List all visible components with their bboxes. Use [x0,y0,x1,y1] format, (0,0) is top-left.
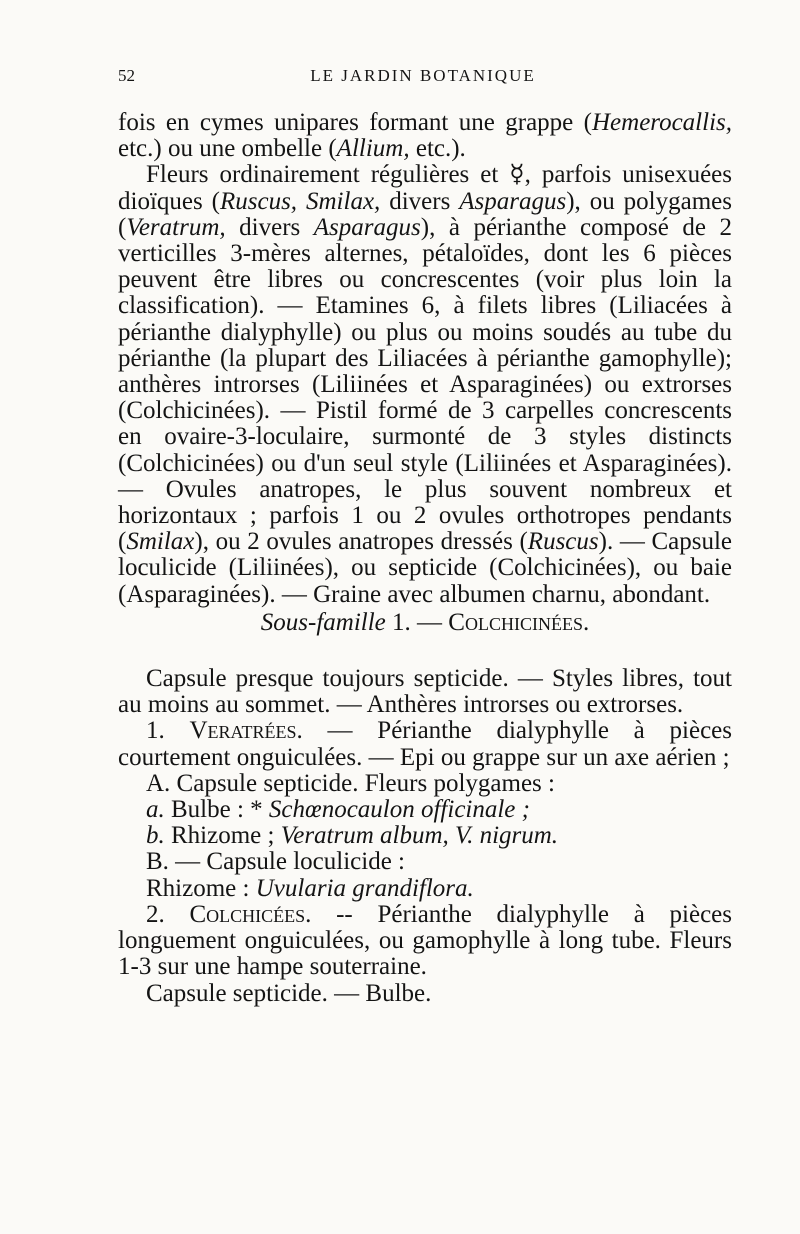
paragraph-capsule: Capsule septicide. — Bulbe. [146,979,432,1007]
paragraph-description: Fleurs ordinairement régulières et ☿, parfois unisexuées dioïques (Ruscus, Smilax, divers Asparagus), ou polygames (Veratrum, divers Asparagus), à périanthe composé de 2 verticilles 3-mères alternes, pétaloïdes, dont les 6 pièces peuvent être libres ou concrescentes (voir plus loin la classification). — Etamines 6, à filets libres (Liliacées à périanthe dialyphylle) ou plus ou moins soudés au tube du périanthe (la plupart des Liliacées à périanthe gamophylle); anthères introrses (Liliinées et Asparaginées) ou extrorses (Colchicinées). — Pistil formé de 3 carpelles concrescents en ovaire-3-loculaire, surmonté de 3 styles distincts (Colchicinées) ou d'un seul style (Liliinées et Asparaginées). — Ovules anatropes, le plus souvent nombreux et horizontaux ; parfois 1 ou 2 ovules orthotropes pendants (Smilax), ou 2 ovules anatropes dressés (Ruscus). — Capsule loculicide (Liliinées), ou septicide (Colchicinées), ou baie (Asparaginées). — Graine avec albumen charnu, abondant. [118,161,732,608]
page-number: 52 [118,66,135,85]
tribe-colchicees: 2. Colchicées. -- Périanthe dialyphylle à pièces longuement onguiculées, ou gamophylle à long tube. Fleurs 1-3 sur une hampe souterraine. [118,900,732,981]
tribe-veratrees: 1. Veratrées. — Périanthe dialyphylle à pièces courtement onguiculées. — Epi ou grappe sur un axe aérien ; [118,717,732,771]
key-a-a: a. Bulbe : * Schœnocaulon officinale ; [146,796,530,824]
subfamily-heading: Sous-famille 1. — Colchicinées. [260,608,590,636]
running-title: LE JARDIN BOTANIQUE [310,66,536,85]
key-b: B. — Capsule loculicide : [146,848,405,876]
spacer [118,638,732,666]
key-a: A. Capsule septicide. Fleurs polygames : [146,769,555,797]
key-b-rhizome: Rhizome : Uvularia grandiflora. [146,874,474,902]
paragraph-continued: fois en cymes unipares formant une grappe (Hemerocallis, etc.) ou une ombelle (Allium, etc.). [118,109,732,163]
paragraph-subfamily-characters: Capsule presque toujours septicide. — Styles libres, tout au moins au sommet. — Anthères introrses ou extrorses. [118,665,732,719]
key-a-b: b. Rhizome ; Veratrum album, V. nigrum. [146,822,559,850]
body-text [118,110,732,1007]
page-header [118,66,728,94]
